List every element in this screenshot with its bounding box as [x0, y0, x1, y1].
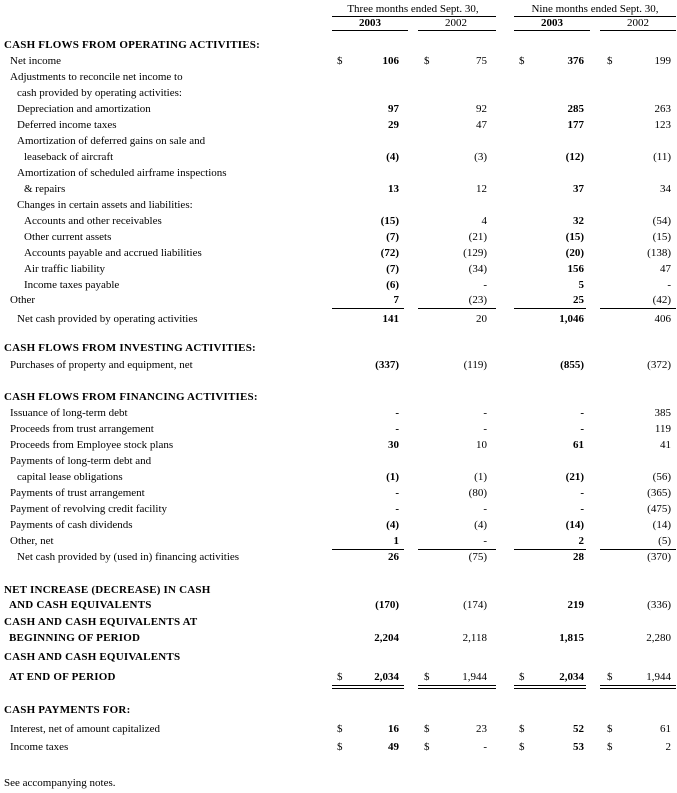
footnote: See accompanying notes. [4, 777, 116, 789]
amount-cell: 1,944 [462, 671, 487, 683]
amount-cell: 219 [567, 599, 584, 611]
amount-cell: 376 [567, 55, 584, 67]
nine-months-header: Nine months ended Sept. 30, [531, 3, 659, 15]
line-item-label: Net cash provided by (used in) financing activities [17, 551, 240, 563]
amount-cell: 26 [388, 551, 399, 563]
section-heading: CASH PAYMENTS FOR: [4, 704, 131, 716]
amount-cell: 13 [388, 183, 399, 195]
line-item-row [0, 246, 677, 260]
amount-cell: 156 [567, 263, 584, 275]
line-item-label: Interest, net of amount capitalized [10, 723, 160, 735]
line-item-row [0, 454, 677, 468]
amount-cell: (15) [652, 231, 671, 243]
amount-cell: (129) [463, 247, 487, 259]
amount-cell: (1) [386, 471, 399, 483]
line-item-row [0, 230, 677, 244]
subtotal-underline [418, 308, 496, 309]
amount-cell: 2 [665, 741, 671, 753]
line-item-row [0, 312, 677, 326]
line-item-label: cash provided by operating activities: [17, 87, 182, 99]
currency-symbol: $ [607, 55, 613, 67]
currency-symbol: $ [337, 671, 343, 683]
amount-cell: - [580, 407, 584, 419]
section-heading: BEGINNING OF PERIOD [9, 632, 141, 644]
currency-symbol: $ [607, 723, 613, 735]
line-item-row [0, 198, 677, 212]
amount-cell: (14) [565, 519, 584, 531]
currency-symbol: $ [519, 723, 525, 735]
amount-cell: - [395, 407, 399, 419]
line-item-label: Changes in certain assets and liabilities: [17, 199, 193, 211]
currency-symbol: $ [424, 723, 430, 735]
amount-cell: (12) [565, 151, 584, 163]
section-heading-row [0, 615, 677, 629]
amount-cell: (15) [380, 215, 399, 227]
amount-cell: (365) [647, 487, 671, 499]
amount-cell: 385 [654, 407, 671, 419]
amount-cell: 34 [660, 183, 671, 195]
amount-cell: 30 [388, 439, 399, 451]
amount-cell: - [395, 487, 399, 499]
section-heading-row [0, 38, 677, 52]
line-item-label: & repairs [24, 183, 66, 195]
line-item-row [0, 438, 677, 452]
amount-cell: (34) [468, 263, 487, 275]
amount-cell: 52 [573, 723, 584, 735]
currency-symbol: $ [337, 741, 343, 753]
line-item-label: Proceeds from Employee stock plans [10, 439, 174, 451]
amount-cell: 1 [393, 535, 399, 547]
amount-cell: 2,118 [462, 632, 487, 644]
line-item-row [0, 502, 677, 516]
amount-cell: 2,204 [374, 632, 399, 644]
amount-cell: (1) [474, 471, 487, 483]
amount-cell: 16 [388, 723, 399, 735]
amount-cell: 2,280 [646, 632, 671, 644]
currency-symbol: $ [337, 723, 343, 735]
amount-cell: (4) [474, 519, 487, 531]
section-heading: CASH AND CASH EQUIVALENTS [4, 651, 181, 663]
amount-cell: (119) [463, 359, 487, 371]
line-item-label: Other, net [10, 535, 54, 547]
amount-cell: (336) [647, 599, 671, 611]
subtotal-underline [332, 308, 404, 309]
amount-cell: 53 [573, 741, 584, 753]
currency-symbol: $ [424, 671, 430, 683]
year-header-rule [418, 30, 496, 31]
currency-symbol: $ [519, 671, 525, 683]
currency-symbol: $ [607, 671, 613, 683]
line-item-row [0, 134, 677, 148]
line-item-label: Depreciation and amortization [17, 103, 151, 115]
line-item-row [0, 54, 677, 68]
amount-cell: 61 [573, 439, 584, 451]
section-heading-row [0, 598, 677, 612]
amount-cell: (4) [386, 151, 399, 163]
total-double-underline [600, 685, 676, 689]
amount-cell: (42) [652, 294, 671, 306]
line-item-row [0, 86, 677, 100]
amount-cell: 41 [660, 439, 671, 451]
line-item-label: Accounts payable and accrued liabilities [24, 247, 202, 259]
total-double-underline [418, 685, 496, 689]
amount-cell: (3) [474, 151, 487, 163]
subtotal-underline [600, 308, 676, 309]
amount-cell: (370) [647, 551, 671, 563]
line-item-row [0, 214, 677, 228]
amount-cell: (475) [647, 503, 671, 515]
amount-cell: 92 [476, 103, 487, 115]
amount-cell: (337) [375, 359, 399, 371]
currency-symbol: $ [519, 741, 525, 753]
line-item-row [0, 406, 677, 420]
line-item-label: Accounts and other receivables [24, 215, 162, 227]
amount-cell: (7) [386, 231, 399, 243]
line-item-row [0, 293, 677, 307]
line-item-label: Payments of long-term debt and [10, 455, 152, 467]
total-double-underline [514, 685, 586, 689]
amount-cell: (138) [647, 247, 671, 259]
line-item-row [0, 486, 677, 500]
year-2003-header: 2003 [541, 17, 563, 29]
currency-symbol: $ [607, 741, 613, 753]
amount-cell: 177 [567, 119, 584, 131]
line-item-row [0, 166, 677, 180]
amount-cell: 106 [382, 55, 399, 67]
year-header-rule [332, 30, 408, 31]
amount-cell: 25 [573, 294, 584, 306]
line-item-label: Payments of cash dividends [10, 519, 133, 531]
line-item-row [0, 470, 677, 484]
line-item-label: Issuance of long-term debt [10, 407, 128, 419]
amount-cell: 47 [660, 263, 671, 275]
amount-cell: (21) [565, 471, 584, 483]
amount-cell: (14) [652, 519, 671, 531]
amount-cell: (56) [652, 471, 671, 483]
year-header-rule [514, 30, 590, 31]
line-item-label: Other current assets [24, 231, 112, 243]
amount-cell: 2,034 [559, 671, 584, 683]
amount-cell: 49 [388, 741, 399, 753]
amount-cell: - [580, 487, 584, 499]
amount-cell: (174) [463, 599, 487, 611]
amount-cell: (20) [565, 247, 584, 259]
section-heading-row [0, 631, 677, 645]
section-heading-row [0, 703, 677, 717]
line-item-label: Payment of revolving credit facility [10, 503, 168, 515]
amount-cell: - [483, 503, 487, 515]
amount-cell: - [395, 503, 399, 515]
amount-cell: (4) [386, 519, 399, 531]
section-heading: AND CASH EQUIVALENTS [9, 599, 152, 611]
amount-cell: (5) [658, 535, 671, 547]
amount-cell: 10 [476, 439, 487, 451]
section-heading-row [0, 341, 677, 355]
amount-cell: (72) [380, 247, 399, 259]
currency-symbol: $ [337, 55, 343, 67]
amount-cell: 263 [654, 103, 671, 115]
amount-cell: (170) [375, 599, 399, 611]
amount-cell: - [483, 279, 487, 291]
line-item-label: Purchases of property and equipment, net [10, 359, 193, 371]
line-item-row [0, 740, 677, 754]
amount-cell: 406 [654, 313, 671, 325]
total-double-underline [332, 685, 404, 689]
amount-cell: 37 [573, 183, 584, 195]
amount-cell: - [483, 741, 487, 753]
amount-cell: 1,046 [559, 313, 584, 325]
year-header-rule [600, 30, 676, 31]
amount-cell: - [483, 535, 487, 547]
subtotal-underline [514, 308, 586, 309]
section-heading: CASH FLOWS FROM FINANCING ACTIVITIES: [4, 391, 258, 403]
amount-cell: - [667, 279, 671, 291]
amount-cell: 141 [382, 313, 399, 325]
line-item-label: Other [10, 294, 36, 306]
line-item-label: Air traffic liability [24, 263, 106, 275]
line-item-label: Net income [10, 55, 62, 67]
line-item-row [0, 550, 677, 564]
year-2002-header: 2002 [445, 17, 467, 29]
line-item-label: Proceeds from trust arrangement [10, 423, 154, 435]
line-item-label: Income taxes [10, 741, 69, 753]
amount-cell: - [395, 423, 399, 435]
line-item-row [0, 722, 677, 736]
amount-cell: - [483, 423, 487, 435]
year-2002-header: 2002 [627, 17, 649, 29]
line-item-row [0, 150, 677, 164]
section-heading: CASH FLOWS FROM OPERATING ACTIVITIES: [4, 39, 260, 51]
amount-cell: 5 [578, 279, 584, 291]
section-heading: CASH FLOWS FROM INVESTING ACTIVITIES: [4, 342, 256, 354]
amount-cell: 28 [573, 551, 584, 563]
amount-cell: - [483, 407, 487, 419]
line-item-row [0, 70, 677, 84]
line-item-row [0, 262, 677, 276]
line-item-row [0, 358, 677, 372]
line-item-label: Income taxes payable [24, 279, 120, 291]
currency-symbol: $ [424, 741, 430, 753]
amount-cell: (6) [386, 279, 399, 291]
currency-symbol: $ [519, 55, 525, 67]
line-item-row [0, 118, 677, 132]
amount-cell: (372) [647, 359, 671, 371]
line-item-label: Payments of trust arrangement [10, 487, 145, 499]
line-item-row [0, 518, 677, 532]
line-item-row [0, 278, 677, 292]
line-item-label: Amortization of deferred gains on sale and [17, 135, 206, 147]
amount-cell: 199 [654, 55, 671, 67]
line-item-label: Net cash provided by operating activities [17, 313, 198, 325]
line-item-row [0, 102, 677, 116]
amount-cell: (21) [468, 231, 487, 243]
amount-cell: (11) [653, 151, 671, 163]
amount-cell: 4 [481, 215, 487, 227]
amount-cell: (75) [468, 551, 487, 563]
amount-cell: 29 [388, 119, 399, 131]
amount-cell: 32 [573, 215, 584, 227]
amount-cell: (7) [386, 263, 399, 275]
line-item-label: Amortization of scheduled airframe inspections [17, 167, 227, 179]
amount-cell: 23 [476, 723, 487, 735]
line-item-row [0, 422, 677, 436]
amount-cell: 61 [660, 723, 671, 735]
amount-cell: (23) [468, 294, 487, 306]
amount-cell: (54) [652, 215, 671, 227]
section-heading: NET INCREASE (DECREASE) IN CASH [4, 584, 211, 596]
section-heading-row [0, 390, 677, 404]
amount-cell: 97 [388, 103, 399, 115]
amount-cell: 12 [476, 183, 487, 195]
amount-cell: 2 [578, 535, 584, 547]
amount-cell: 2,034 [374, 671, 399, 683]
section-heading-row [0, 583, 677, 597]
amount-cell: 20 [476, 313, 487, 325]
amount-cell: 1,944 [646, 671, 671, 683]
section-heading: AT END OF PERIOD [9, 671, 116, 683]
line-item-label: capital lease obligations [17, 471, 123, 483]
amount-cell: 7 [393, 294, 399, 306]
amount-cell: 285 [567, 103, 584, 115]
line-item-label: leaseback of aircraft [24, 151, 114, 163]
amount-cell: (855) [560, 359, 584, 371]
section-heading-row [0, 670, 677, 684]
amount-cell: 123 [654, 119, 671, 131]
amount-cell: 1,815 [559, 632, 584, 644]
amount-cell: (80) [468, 487, 487, 499]
amount-cell: 75 [476, 55, 487, 67]
amount-cell: 119 [654, 423, 671, 435]
year-2003-header: 2003 [359, 17, 381, 29]
currency-symbol: $ [424, 55, 430, 67]
line-item-label: Deferred income taxes [17, 119, 117, 131]
section-heading: CASH AND CASH EQUIVALENTS AT [4, 616, 198, 628]
amount-cell: - [580, 423, 584, 435]
amount-cell: - [580, 503, 584, 515]
amount-cell: 47 [476, 119, 487, 131]
section-heading-row [0, 650, 677, 664]
three-months-header: Three months ended Sept. 30, [347, 3, 479, 15]
line-item-row [0, 534, 677, 548]
line-item-label: Adjustments to reconcile net income to [10, 71, 183, 83]
line-item-row [0, 182, 677, 196]
amount-cell: (15) [565, 231, 584, 243]
